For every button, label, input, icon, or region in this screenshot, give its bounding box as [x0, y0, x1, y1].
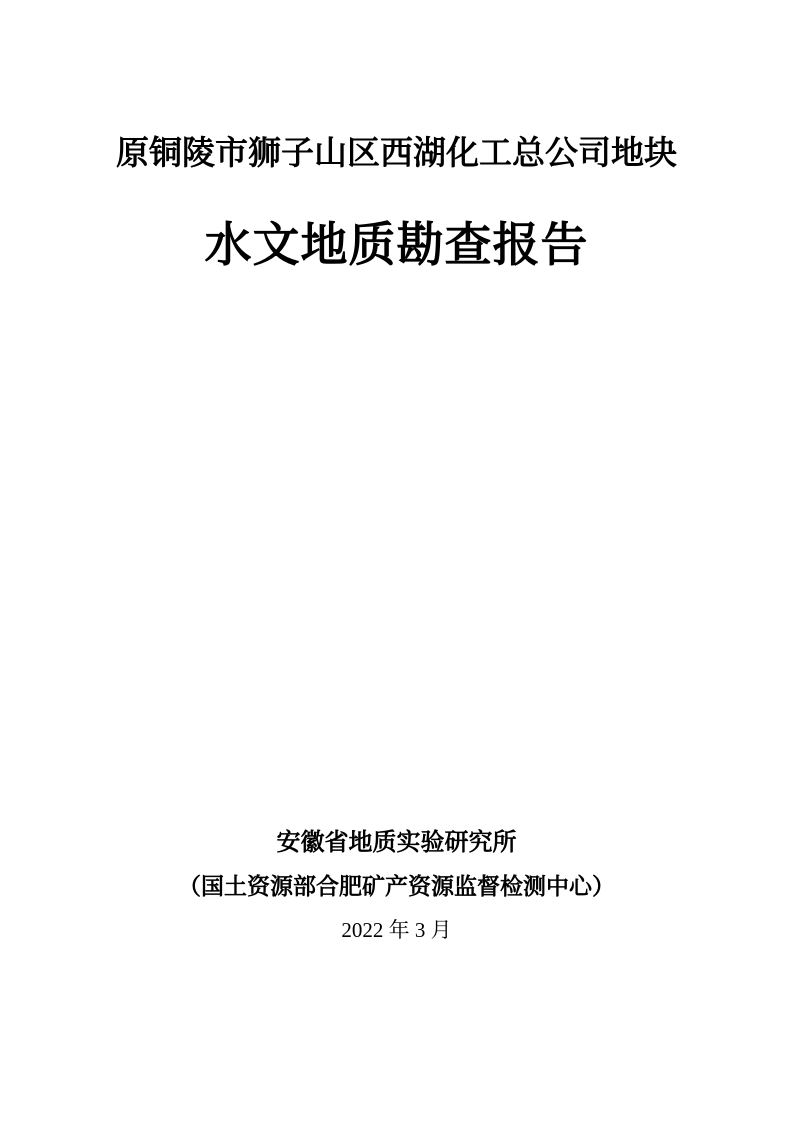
cover-footer-block: [0, 822, 793, 953]
cover-location-line: 原铜陵市狮子山区西湖化工总公司地块: [116, 136, 677, 172]
cover-date: 2022 年 3 月: [341, 918, 452, 942]
cover-organization: 安徽省地质实验研究所: [276, 830, 517, 856]
cover-organization-alias: （国土资源部合肥矿产资源监督检测中心）: [178, 874, 615, 899]
cover-report-title: 水文地质勘查报告: [204, 220, 589, 272]
